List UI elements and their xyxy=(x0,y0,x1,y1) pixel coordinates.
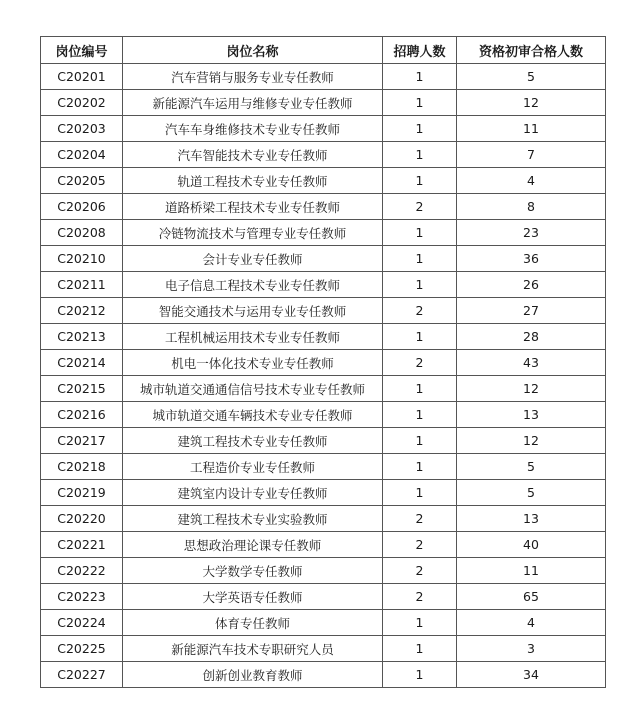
cell-qualified-count: 13 xyxy=(457,402,606,428)
cell-position-code: C20214 xyxy=(41,350,123,376)
cell-position-code: C20217 xyxy=(41,428,123,454)
cell-position-name: 大学数学专任教师 xyxy=(123,558,383,584)
cell-position-code: C20222 xyxy=(41,558,123,584)
cell-position-name: 汽车车身维修技术专业专任教师 xyxy=(123,116,383,142)
cell-position-name: 会计专业专任教师 xyxy=(123,246,383,272)
cell-qualified-count: 26 xyxy=(457,272,606,298)
cell-qualified-count: 13 xyxy=(457,506,606,532)
cell-hiring-count: 1 xyxy=(383,272,457,298)
table-row xyxy=(41,610,606,636)
cell-hiring-count: 1 xyxy=(383,246,457,272)
cell-qualified-count: 28 xyxy=(457,324,606,350)
cell-position-code: C20204 xyxy=(41,142,123,168)
cell-qualified-count: 7 xyxy=(457,142,606,168)
cell-position-name: 体育专任教师 xyxy=(123,610,383,636)
cell-position-name: 道路桥梁工程技术专业专任教师 xyxy=(123,194,383,220)
cell-qualified-count: 5 xyxy=(457,454,606,480)
cell-qualified-count: 12 xyxy=(457,376,606,402)
cell-position-code: C20203 xyxy=(41,116,123,142)
cell-position-name: 冷链物流技术与管理专业专任教师 xyxy=(123,220,383,246)
cell-position-name: 机电一体化技术专业专任教师 xyxy=(123,350,383,376)
cell-position-code: C20221 xyxy=(41,532,123,558)
cell-position-name: 城市轨道交通车辆技术专业专任教师 xyxy=(123,402,383,428)
cell-hiring-count: 1 xyxy=(383,636,457,662)
table-row xyxy=(41,350,606,376)
table-row xyxy=(41,454,606,480)
table-row xyxy=(41,584,606,610)
table-row xyxy=(41,636,606,662)
cell-position-name: 工程造价专业专任教师 xyxy=(123,454,383,480)
cell-hiring-count: 1 xyxy=(383,610,457,636)
cell-qualified-count: 27 xyxy=(457,298,606,324)
cell-qualified-count: 11 xyxy=(457,116,606,142)
cell-hiring-count: 2 xyxy=(383,506,457,532)
cell-hiring-count: 2 xyxy=(383,194,457,220)
cell-position-name: 建筑工程技术专业专任教师 xyxy=(123,428,383,454)
cell-qualified-count: 8 xyxy=(457,194,606,220)
cell-position-code: C20202 xyxy=(41,90,123,116)
cell-position-code: C20218 xyxy=(41,454,123,480)
cell-position-name: 建筑室内设计专业专任教师 xyxy=(123,480,383,506)
table-row xyxy=(41,480,606,506)
cell-hiring-count: 1 xyxy=(383,90,457,116)
table-row xyxy=(41,376,606,402)
header-qualified-count: 资格初审合格人数 xyxy=(457,37,606,64)
header-position-code: 岗位编号 xyxy=(41,37,123,64)
table-row xyxy=(41,168,606,194)
cell-position-code: C20215 xyxy=(41,376,123,402)
cell-position-name: 思想政治理论课专任教师 xyxy=(123,532,383,558)
table-row xyxy=(41,272,606,298)
table-row xyxy=(41,142,606,168)
cell-position-code: C20224 xyxy=(41,610,123,636)
table-row xyxy=(41,298,606,324)
cell-position-code: C20205 xyxy=(41,168,123,194)
cell-position-code: C20201 xyxy=(41,64,123,90)
table-row xyxy=(41,90,606,116)
cell-qualified-count: 4 xyxy=(457,610,606,636)
table-row xyxy=(41,324,606,350)
header-hiring-count: 招聘人数 xyxy=(383,37,457,64)
cell-position-code: C20213 xyxy=(41,324,123,350)
cell-qualified-count: 11 xyxy=(457,558,606,584)
cell-position-name: 大学英语专任教师 xyxy=(123,584,383,610)
cell-position-code: C20219 xyxy=(41,480,123,506)
cell-position-name: 新能源汽车运用与维修专业专任教师 xyxy=(123,90,383,116)
cell-qualified-count: 12 xyxy=(457,428,606,454)
table-row xyxy=(41,220,606,246)
cell-qualified-count: 3 xyxy=(457,636,606,662)
cell-position-name: 建筑工程技术专业实验教师 xyxy=(123,506,383,532)
cell-position-name: 智能交通技术与运用专业专任教师 xyxy=(123,298,383,324)
table-body xyxy=(41,64,606,688)
cell-hiring-count: 1 xyxy=(383,376,457,402)
cell-position-code: C20225 xyxy=(41,636,123,662)
cell-position-code: C20211 xyxy=(41,272,123,298)
cell-position-code: C20206 xyxy=(41,194,123,220)
cell-hiring-count: 1 xyxy=(383,220,457,246)
table-row xyxy=(41,116,606,142)
cell-qualified-count: 65 xyxy=(457,584,606,610)
table-row xyxy=(41,428,606,454)
cell-qualified-count: 34 xyxy=(457,662,606,688)
cell-hiring-count: 2 xyxy=(383,298,457,324)
cell-hiring-count: 2 xyxy=(383,532,457,558)
cell-position-code: C20216 xyxy=(41,402,123,428)
cell-qualified-count: 23 xyxy=(457,220,606,246)
cell-hiring-count: 1 xyxy=(383,324,457,350)
cell-hiring-count: 1 xyxy=(383,116,457,142)
cell-hiring-count: 1 xyxy=(383,662,457,688)
cell-position-name: 新能源汽车技术专职研究人员 xyxy=(123,636,383,662)
table-row xyxy=(41,64,606,90)
table-row xyxy=(41,402,606,428)
cell-hiring-count: 1 xyxy=(383,454,457,480)
cell-position-name: 汽车营销与服务专业专任教师 xyxy=(123,64,383,90)
cell-qualified-count: 12 xyxy=(457,90,606,116)
table-row xyxy=(41,246,606,272)
cell-position-code: C20210 xyxy=(41,246,123,272)
cell-position-code: C20212 xyxy=(41,298,123,324)
cell-position-name: 城市轨道交通通信信号技术专业专任教师 xyxy=(123,376,383,402)
cell-qualified-count: 4 xyxy=(457,168,606,194)
cell-hiring-count: 1 xyxy=(383,142,457,168)
cell-position-code: C20208 xyxy=(41,220,123,246)
table-row xyxy=(41,558,606,584)
cell-position-code: C20223 xyxy=(41,584,123,610)
cell-hiring-count: 2 xyxy=(383,350,457,376)
qualification-table xyxy=(40,36,606,688)
cell-position-name: 工程机械运用技术专业专任教师 xyxy=(123,324,383,350)
cell-hiring-count: 1 xyxy=(383,64,457,90)
table-row xyxy=(41,506,606,532)
cell-hiring-count: 1 xyxy=(383,480,457,506)
cell-position-name: 创新创业教育教师 xyxy=(123,662,383,688)
cell-hiring-count: 2 xyxy=(383,584,457,610)
cell-position-name: 电子信息工程技术专业专任教师 xyxy=(123,272,383,298)
cell-qualified-count: 5 xyxy=(457,64,606,90)
cell-qualified-count: 40 xyxy=(457,532,606,558)
cell-qualified-count: 5 xyxy=(457,480,606,506)
cell-position-name: 轨道工程技术专业专任教师 xyxy=(123,168,383,194)
table-row xyxy=(41,662,606,688)
cell-qualified-count: 43 xyxy=(457,350,606,376)
cell-position-name: 汽车智能技术专业专任教师 xyxy=(123,142,383,168)
table-header-row xyxy=(41,37,606,64)
cell-qualified-count: 36 xyxy=(457,246,606,272)
cell-hiring-count: 1 xyxy=(383,428,457,454)
cell-position-code: C20227 xyxy=(41,662,123,688)
cell-hiring-count: 2 xyxy=(383,558,457,584)
cell-hiring-count: 1 xyxy=(383,402,457,428)
header-position-name: 岗位名称 xyxy=(123,37,383,64)
table-row xyxy=(41,194,606,220)
table-row xyxy=(41,532,606,558)
cell-position-code: C20220 xyxy=(41,506,123,532)
cell-hiring-count: 1 xyxy=(383,168,457,194)
